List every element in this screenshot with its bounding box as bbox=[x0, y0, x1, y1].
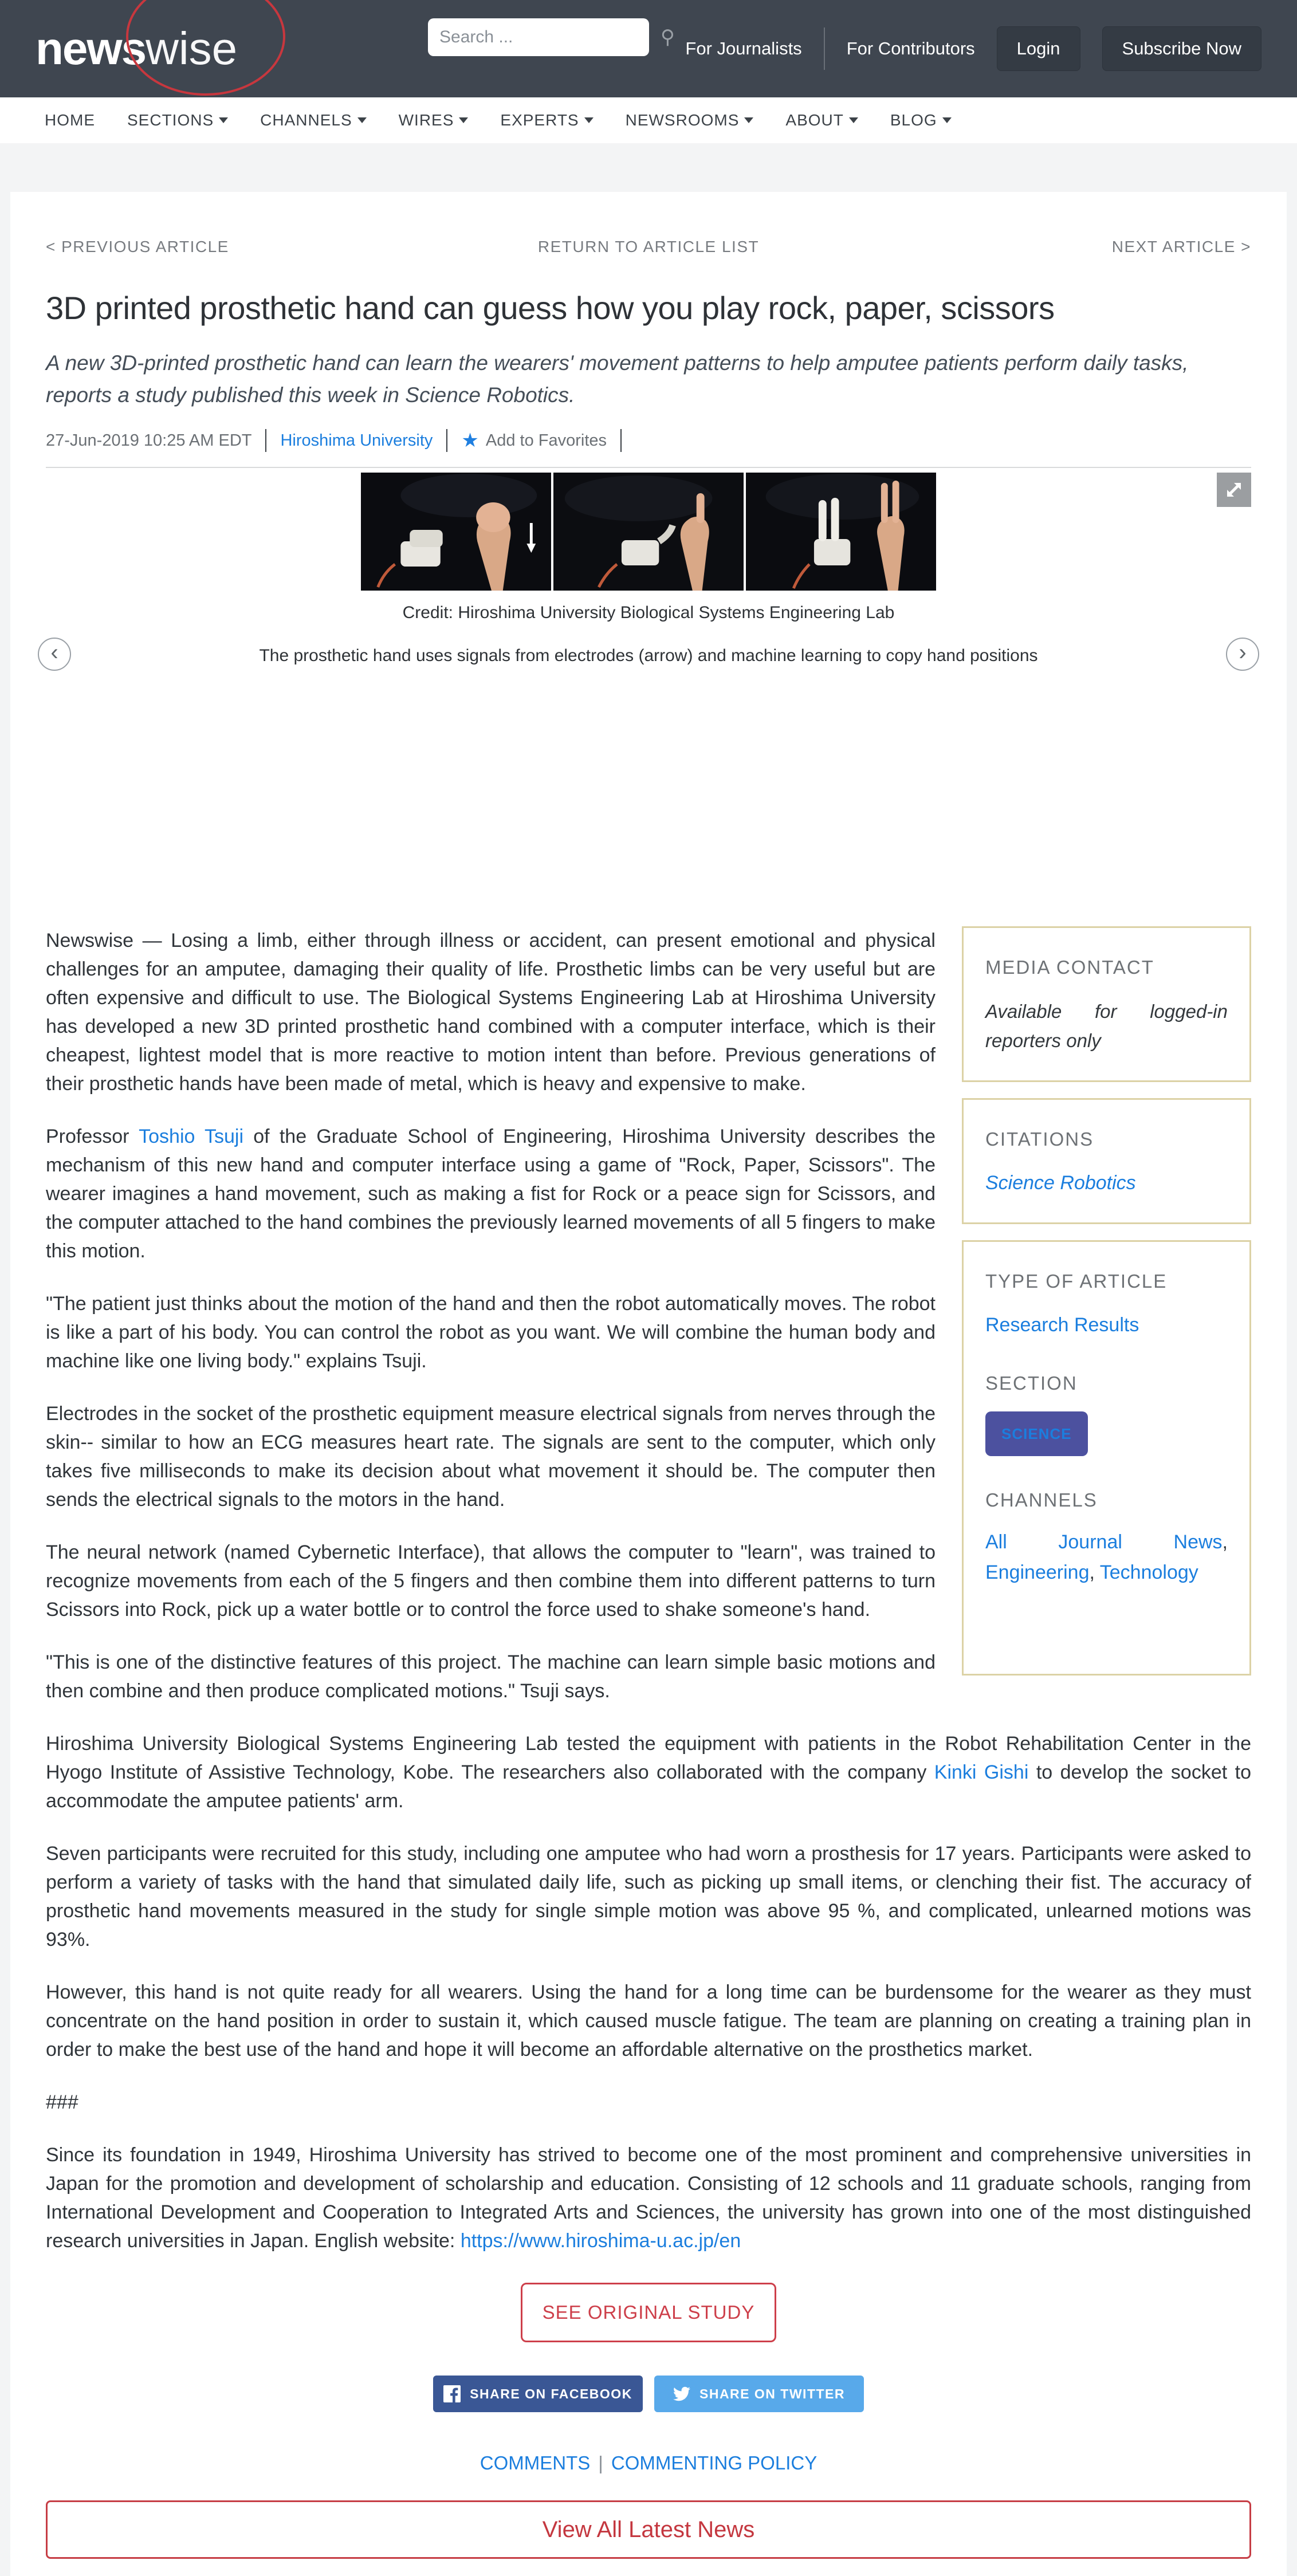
previous-article-link[interactable]: < PREVIOUS ARTICLE bbox=[46, 238, 229, 255]
share-facebook-button[interactable]: SHARE ON FACEBOOK bbox=[433, 2376, 643, 2412]
comments-divider: | bbox=[598, 2452, 603, 2473]
channel-link-all-journal-news[interactable]: All Journal News bbox=[985, 1531, 1223, 1554]
article-body bbox=[46, 926, 1251, 2255]
article-sidebar bbox=[962, 926, 1251, 1692]
comments-links bbox=[46, 2452, 1251, 2474]
meta-divider bbox=[265, 429, 266, 452]
channels-heading: CHANNELS bbox=[985, 1489, 1098, 1511]
commenting-policy-link[interactable]: COMMENTING POLICY bbox=[611, 2452, 817, 2473]
chevron-down-icon bbox=[584, 117, 594, 123]
article-paragraph: ### bbox=[46, 2091, 78, 2113]
article-photo-strip[interactable] bbox=[361, 473, 936, 591]
carousel-previous-button[interactable]: ‹ bbox=[38, 638, 71, 671]
article-details-box bbox=[962, 1240, 1251, 1675]
article-paragraph: Newswise — Losing a limb, either through illness or accident, can present emotional and physical challenges for an amputee, damaging their quality of life. Prosthetic limbs can be very useful but are often expensive and difficult to use. The Biological Systems Engineering Lab at Hiroshima University has developed a new 3D printed prosthetic hand combined with a computer interface, which is their cheapest, lightest model that is more reactive to motion intent than before. Previous generations of their prosthetic hands have been made of metal, which is heavy and expensive to make. bbox=[46, 930, 936, 1095]
login-button[interactable]: Login bbox=[997, 26, 1080, 71]
publish-date: 27-Jun-2019 10:25 AM EDT bbox=[46, 431, 252, 450]
chevron-down-icon bbox=[744, 117, 753, 123]
nav-item-sections[interactable]: SECTIONS bbox=[127, 111, 228, 129]
media-contact-heading: MEDIA CONTACT bbox=[985, 957, 1154, 978]
article-paragraph: Electrodes in the socket of the prosthetic equipment measure electrical signals from nerves through the skin-- similar to how an ECG measures heart rate. The signals are sent to the computer, which only takes five milliseconds to make its decision about what movement it should be. The computer then sends the electrical signals to the motors in the hand. bbox=[46, 1403, 936, 1511]
expand-image-button[interactable] bbox=[1217, 473, 1251, 507]
article-meta bbox=[46, 429, 1251, 452]
article-paragraph: Professor Toshio Tsuji of the Graduate School of Engineering, Hiroshima University describes the mechanism of this new hand and computer interface using a game of "Rock, Paper, Scissors". The wearer imagines a hand movement, such as making a fist for Rock or a peace sign for Scissors, and the computer attached to the hand combines the previously learned movements of all 5 fingers to make this motion. bbox=[46, 1126, 936, 1262]
return-to-list-link[interactable]: RETURN TO ARTICLE LIST bbox=[537, 238, 760, 255]
media-spacer bbox=[46, 674, 1251, 926]
article-paragraph: "This is one of the distinctive features of this project. The machine can learn simple basic motions and then combine and then produce complicated motions." Tsuji says. bbox=[46, 1651, 936, 1702]
article-pager bbox=[46, 238, 1251, 256]
chevron-down-icon bbox=[459, 117, 468, 123]
article-paragraph: Hiroshima University Biological Systems Engineering Lab tested the equipment with patients in the Robot Rehabilitation Center in the Hyogo Institute of Assistive Technology, Kobe. The researchers also collaborated with the company Kinki Gishi to develop the socket to accommodate the amputee patients' arm. bbox=[46, 1733, 1251, 1812]
citations-heading: CITATIONS bbox=[985, 1128, 1094, 1150]
comments-link[interactable]: COMMENTS bbox=[480, 2452, 591, 2473]
meta-rule bbox=[46, 467, 1251, 468]
view-all-latest-news-button[interactable]: View All Latest News bbox=[46, 2500, 1251, 2559]
share-buttons bbox=[46, 2376, 1251, 2412]
citation-link[interactable]: Science Robotics bbox=[985, 1172, 1136, 1194]
star-icon: ★ bbox=[461, 430, 479, 451]
nav-item-channels[interactable]: CHANNELS bbox=[260, 111, 366, 129]
inline-link[interactable]: https://www.hiroshima-u.ac.jp/en bbox=[460, 2230, 741, 2252]
expand-icon bbox=[1224, 479, 1244, 500]
newswise-logo[interactable] bbox=[36, 22, 237, 75]
photo-frame-thumb bbox=[553, 473, 744, 591]
logo-text-light: wise bbox=[146, 23, 238, 74]
channels-links: All Journal News, Engineering, Technology bbox=[985, 1531, 1228, 1583]
photo-frame-scissors bbox=[746, 473, 936, 591]
inline-link[interactable]: Toshio Tsuji bbox=[139, 1126, 244, 1147]
channel-link-technology[interactable]: Technology bbox=[1099, 1561, 1198, 1583]
meta-divider bbox=[446, 429, 447, 452]
header-divider bbox=[824, 27, 825, 70]
chevron-down-icon bbox=[357, 117, 367, 123]
photo-caption: The prosthetic hand uses signals from electrodes (arrow) and machine learning to copy hand positions bbox=[259, 646, 1038, 665]
for-contributors-link[interactable]: For Contributors bbox=[846, 38, 975, 58]
for-journalists-link[interactable]: For Journalists bbox=[685, 38, 802, 58]
photo-frame-rock bbox=[361, 473, 551, 591]
nav-item-wires[interactable]: WIRES bbox=[399, 111, 469, 129]
search-input[interactable] bbox=[439, 27, 661, 47]
chevron-down-icon bbox=[849, 117, 858, 123]
photo-credit: Credit: Hiroshima University Biological Systems Engineering Lab bbox=[402, 603, 895, 622]
meta-divider bbox=[620, 429, 622, 452]
see-original-study-button[interactable]: SEE ORIGINAL STUDY bbox=[521, 2283, 776, 2342]
page-title: 3D printed prosthetic hand can guess how you play rock, paper, scissors bbox=[46, 290, 1055, 326]
nav-item-newsrooms[interactable]: NEWSROOMS bbox=[626, 111, 754, 129]
type-of-article-heading: TYPE OF ARTICLE bbox=[985, 1271, 1168, 1292]
type-of-article-link[interactable]: Research Results bbox=[985, 1314, 1139, 1336]
source-link[interactable]: Hiroshima University bbox=[280, 431, 433, 450]
logo-text-bold: news bbox=[36, 23, 146, 74]
chevron-down-icon bbox=[942, 117, 952, 123]
article-paragraph: However, this hand is not quite ready for all wearers. Using the hand for a long time can be burdensome for the wearer as they must concentrate on the hand position in order to sustain it, which caused muscle fatigue. The team are planning on creating a training plan in order to make the best use of the hand and hope it will become an affordable alternative on the prosthetics market. bbox=[46, 1981, 1251, 2060]
article-paragraph: Since its foundation in 1949, Hiroshima University has strived to become one of the most prominent and comprehensive universities in Japan for the promotion and development of scholarship and education. Consisting of 12 schools and 11 graduate schools, ranging from International Development and Cooperation to Integrated Arts and Sciences, the university has grown into one of the most distinguished research universities in Japan. English website: https://www.hiroshima-u.ac.jp/en bbox=[46, 2144, 1251, 2252]
article-paragraph: Seven participants were recruited for this study, including one amputee who had worn a prosthesis for 17 years. Participants were asked to perform a variety of tasks with the hand that simulated daily life, such as picking up small items, or clenching their fist. The accuracy of prosthetic hand movements measured in the study for single simple motion was above 95 %, and complicated, unlearned motions was 93%. bbox=[46, 1843, 1251, 1950]
add-to-favorites-button[interactable]: ★ Add to Favorites bbox=[461, 430, 607, 451]
media-contact-box bbox=[962, 926, 1251, 1082]
media-contact-text: Available for logged-in reporters only bbox=[985, 1001, 1228, 1052]
facebook-icon bbox=[443, 2385, 461, 2402]
section-heading: SECTION bbox=[985, 1372, 1078, 1394]
channel-link-engineering[interactable]: Engineering bbox=[985, 1561, 1090, 1583]
search-icon[interactable]: ⚲ bbox=[661, 26, 675, 48]
article-paragraph: "The patient just thinks about the motion of the hand and then the robot automatically moves. The robot is like a part of his body. You can control the robot as you want. We will combine the human body and machine like one living body." explains Tsuji. bbox=[46, 1293, 936, 1372]
nav-item-blog[interactable]: BLOG bbox=[890, 111, 952, 129]
citations-box bbox=[962, 1098, 1251, 1224]
site-header bbox=[0, 0, 1297, 97]
section-science-badge[interactable]: SCIENCE bbox=[985, 1411, 1088, 1456]
page-background-band bbox=[0, 143, 1297, 192]
nav-item-about[interactable]: ABOUT bbox=[785, 111, 858, 129]
subscribe-button[interactable]: Subscribe Now bbox=[1102, 26, 1261, 71]
carousel-next-button[interactable]: › bbox=[1226, 638, 1259, 671]
chevron-down-icon bbox=[219, 117, 228, 123]
nav-item-home[interactable]: HOME bbox=[45, 111, 95, 129]
article-subtitle: A new 3D-printed prosthetic hand can learn the wearers' movement patterns to help amputee patients perform daily tasks, reports a study published this week in Science Robotics. bbox=[46, 351, 1189, 407]
main-nav bbox=[0, 97, 1297, 143]
share-twitter-button[interactable]: SHARE ON TWITTER bbox=[654, 2376, 864, 2412]
nav-item-experts[interactable]: EXPERTS bbox=[500, 111, 593, 129]
media-carousel bbox=[46, 473, 1251, 674]
twitter-icon bbox=[673, 2385, 690, 2402]
article-card bbox=[10, 192, 1287, 2576]
search-box bbox=[428, 18, 675, 56]
article-paragraph: The neural network (named Cybernetic Interface), that allows the computer to "learn", was trained to recognize movements from each of the 5 fingers and then combine them into different patterns to turn Scissors into Rock, pick up a water bottle or to control the force used to shake someone's hand. bbox=[46, 1541, 936, 1621]
next-article-link[interactable]: NEXT ARTICLE > bbox=[1111, 238, 1251, 255]
inline-link[interactable]: Kinki Gishi bbox=[934, 1761, 1029, 1783]
